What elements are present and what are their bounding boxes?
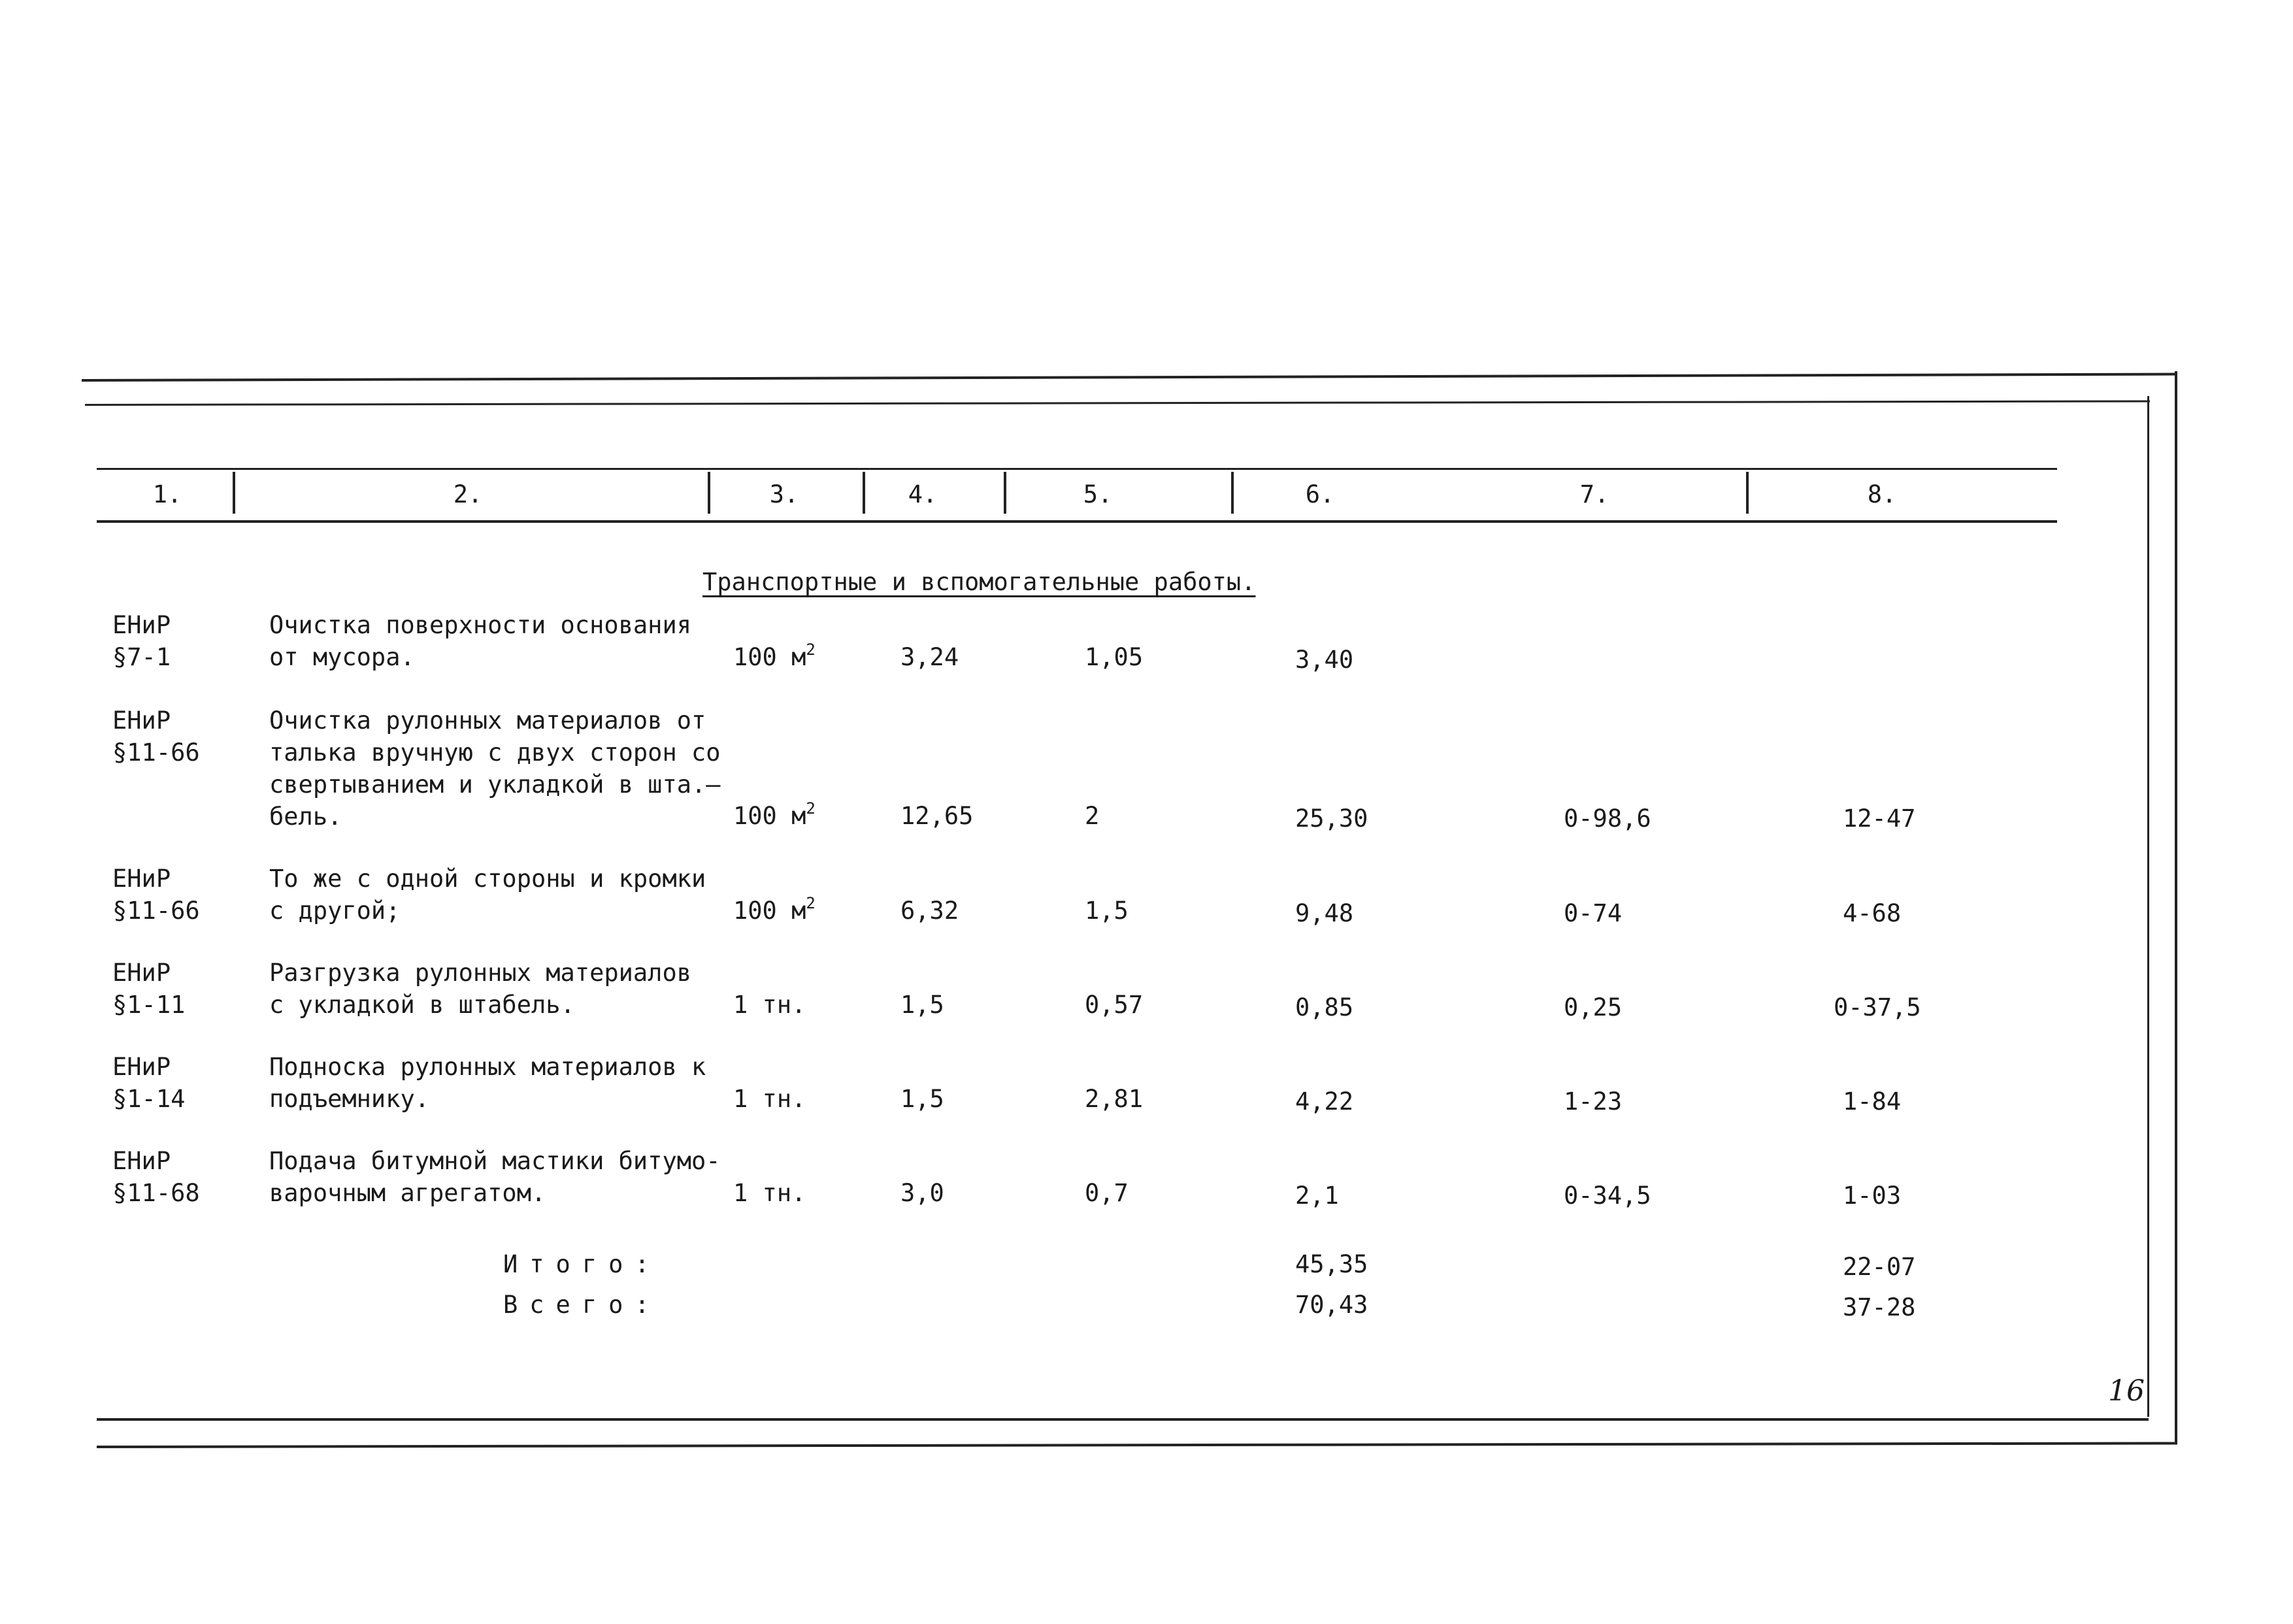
column-header-7: 7. xyxy=(1579,480,1609,508)
frame-top-outer xyxy=(82,373,2176,382)
column-header-8: 8. xyxy=(1867,480,1897,508)
row-col6: 0,85 xyxy=(1295,993,1354,1021)
row-col6: 9,48 xyxy=(1295,899,1354,927)
row-code: ЕНиР §1-11 xyxy=(112,959,186,1019)
header-rule-bottom xyxy=(97,520,2057,523)
row-unit: 100 $м^2$ xyxy=(733,640,816,671)
row-col5: 1,5 xyxy=(1085,897,1129,925)
row-col7: 0-34,5 xyxy=(1564,1182,1651,1210)
row-unit: 100 $м^2$ xyxy=(733,799,816,830)
row-code: ЕНиР §11-66 xyxy=(112,706,200,767)
row-col4: 3,0 xyxy=(900,1179,944,1207)
row-unit: 1 тн. xyxy=(733,991,806,1019)
row-col5: 0,7 xyxy=(1085,1179,1129,1207)
column-header-2: 2. xyxy=(453,480,483,508)
col-separator xyxy=(1746,472,1749,514)
row-col8: 0-37,5 xyxy=(1834,993,1921,1021)
vsego-col6: 70,43 xyxy=(1295,1291,1368,1319)
row-unit: 1 тн. xyxy=(733,1085,806,1113)
column-header-4: 4. xyxy=(908,480,938,508)
row-col7: 0-98,6 xyxy=(1564,804,1651,833)
row-code: ЕНиР §11-68 xyxy=(112,1147,200,1207)
row-col8: 4-68 xyxy=(1843,899,1902,927)
vsego-col8: 37-28 xyxy=(1843,1293,1916,1321)
row-col4: 12,65 xyxy=(900,802,974,830)
row-col8: 1-03 xyxy=(1843,1182,1902,1210)
row-col4: 6,32 xyxy=(900,897,959,925)
row-unit: 1 тн. xyxy=(733,1179,806,1207)
row-description: Подноска рулонных материалов к подъемнику. xyxy=(269,1053,706,1113)
row-col6: 25,30 xyxy=(1295,804,1368,833)
row-col5: 0,57 xyxy=(1085,991,1144,1019)
row-col7: 1-23 xyxy=(1564,1087,1623,1116)
col-separator xyxy=(708,472,710,514)
page-number: 16 xyxy=(2108,1374,2145,1408)
row-col8: 1-84 xyxy=(1843,1087,1902,1116)
itogo-col8: 22-07 xyxy=(1843,1253,1916,1281)
row-col7: 0-74 xyxy=(1564,899,1623,927)
frame-bottom-outer xyxy=(97,1442,2177,1448)
row-description: Очистка поверхности основания от мусора. xyxy=(269,611,692,671)
itogo-label: Итого: xyxy=(503,1250,661,1278)
row-col4: 1,5 xyxy=(900,1085,944,1113)
column-header-6: 6. xyxy=(1305,480,1335,508)
section-title: Транспортные и вспомогательные работы. xyxy=(702,568,1256,596)
frame-right-inner xyxy=(2147,396,2149,1417)
row-col4: 3,24 xyxy=(900,643,959,671)
row-unit: 100 $м^2$ xyxy=(733,894,816,925)
col-separator xyxy=(1231,472,1234,514)
row-col6: 3,40 xyxy=(1295,646,1354,674)
column-header-5: 5. xyxy=(1083,480,1113,508)
col-separator xyxy=(233,472,235,514)
row-col5: 2 xyxy=(1085,802,1100,830)
row-col5: 2,81 xyxy=(1085,1085,1144,1113)
itogo-col6: 45,35 xyxy=(1295,1250,1368,1278)
column-header-1: 1. xyxy=(152,480,182,508)
row-code: ЕНиР §7-1 xyxy=(112,611,171,671)
row-col8: 12-47 xyxy=(1843,804,1916,833)
frame-right-outer xyxy=(2175,371,2177,1443)
row-description: Очистка рулонных материалов от талька вручную с двух сторон со свертыванием и укладкой в шта.— бель. xyxy=(269,706,721,831)
frame-bottom-inner xyxy=(97,1418,2149,1421)
row-description: То же с одной стороны и кромки с другой; xyxy=(269,865,706,925)
col-separator xyxy=(1004,472,1006,514)
row-col6: 2,1 xyxy=(1295,1182,1339,1210)
row-col6: 4,22 xyxy=(1295,1087,1354,1116)
vsego-label: Всего: xyxy=(503,1291,661,1319)
col-separator xyxy=(863,472,865,514)
row-col5: 1,05 xyxy=(1085,643,1144,671)
row-description: Разгрузка рулонных материалов с укладкой в штабель. xyxy=(269,959,692,1019)
row-col4: 1,5 xyxy=(900,991,944,1019)
column-header-3: 3. xyxy=(769,480,799,508)
row-description: Подача битумной мастики битумо- варочным агрегатом. xyxy=(269,1147,721,1207)
frame-top-inner xyxy=(85,400,2150,406)
header-rule-top xyxy=(97,468,2057,470)
row-code: ЕНиР §1-14 xyxy=(112,1053,186,1113)
row-code: ЕНиР §11-66 xyxy=(112,865,200,925)
row-col7: 0,25 xyxy=(1564,993,1623,1021)
